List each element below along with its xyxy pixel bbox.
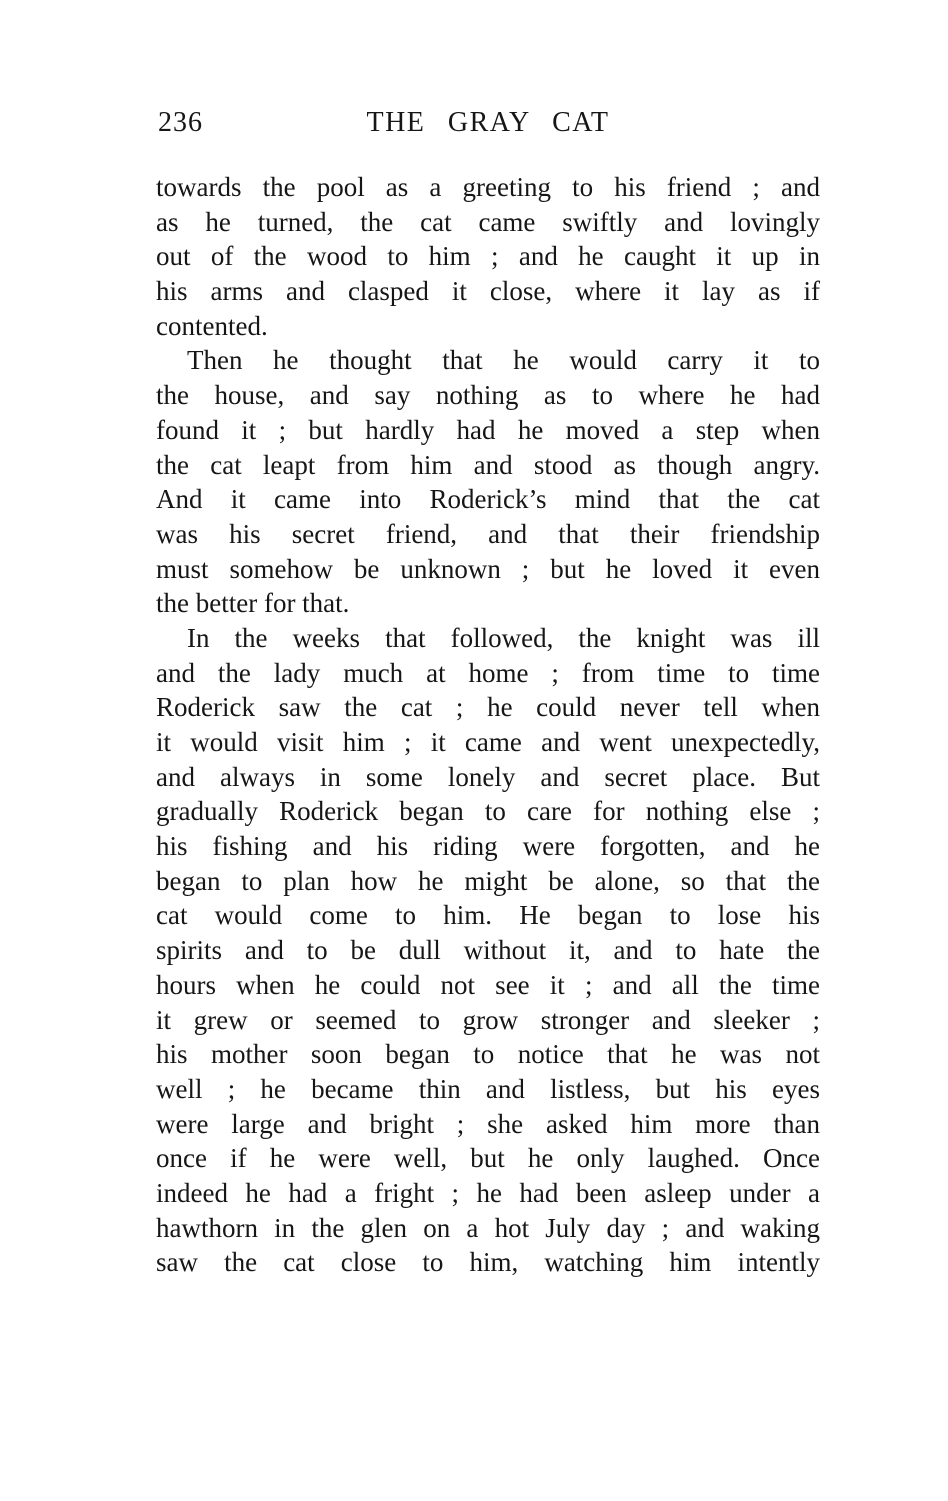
text-line: his arms and clasped it close, where it lay as if: [156, 276, 820, 307]
text-line: spirits and to be dull without it, and to hate the: [156, 935, 820, 966]
text-line: well ; he became thin and listless, but his eyes: [156, 1073, 820, 1104]
text-line: the house, and say nothing as to where he had: [156, 380, 820, 411]
text-line: gradually Roderick began to care for nothing else ;: [156, 796, 820, 827]
text-line: Then he thought that he would carry it to: [187, 345, 820, 376]
page-body: [156, 170, 820, 1280]
text-line: indeed he had a fright ; he had been asleep under a: [156, 1177, 820, 1208]
text-line: were large and bright ; she asked him more than: [156, 1108, 820, 1139]
page-number: 236: [158, 107, 203, 138]
text-line: and the lady much at home ; from time to time: [156, 657, 820, 688]
text-line: out of the wood to him ; and he caught it up in: [156, 241, 820, 272]
text-line: And it came into Roderick’s mind that the cat: [156, 484, 820, 515]
text-line: saw the cat close to him, watching him intently: [156, 1247, 820, 1278]
text-line: found it ; but hardly had he moved a step when: [156, 414, 820, 445]
text-line: Roderick saw the cat ; he could never tell when: [156, 692, 820, 723]
running-title: THE GRAY CAT: [366, 107, 610, 138]
paragraph: [156, 621, 820, 1280]
text-line: was his secret friend, and that their friendship: [156, 518, 820, 549]
text-line: towards the pool as a greeting to his friend ; and: [156, 172, 820, 202]
page-header: [156, 108, 820, 170]
text-line: his fishing and his riding were forgotten, and he: [156, 831, 820, 862]
text-line: it grew or seemed to grow stronger and sleeker ;: [156, 1004, 820, 1035]
text-line: it would visit him ; it came and went unexpectedly,: [156, 727, 820, 757]
text-line: as he turned, the cat came swiftly and lovingly: [156, 206, 820, 237]
text-line: his mother soon began to notice that he was not: [156, 1039, 820, 1070]
text-line: must somehow be unknown ; but he loved it even: [156, 553, 820, 584]
text-line: once if he were well, but he only laughed. Once: [156, 1143, 820, 1174]
book-page: [156, 108, 820, 1280]
text-line: the better for that.: [156, 588, 350, 619]
text-line: In the weeks that followed, the knight was ill: [187, 622, 820, 653]
text-line: hours when he could not see it ; and all the time: [156, 969, 820, 1000]
text-line: and always in some lonely and secret place. But: [156, 761, 820, 792]
text-line: began to plan how he might be alone, so that the: [156, 865, 820, 896]
paragraph: [156, 343, 820, 621]
text-line: contented.: [156, 310, 268, 341]
paragraph: [156, 170, 820, 343]
text-line: the cat leapt from him and stood as though angry.: [156, 449, 820, 480]
text-line: hawthorn in the glen on a hot July day ; and waking: [156, 1212, 820, 1243]
text-line: cat would come to him. He began to lose his: [156, 900, 820, 931]
